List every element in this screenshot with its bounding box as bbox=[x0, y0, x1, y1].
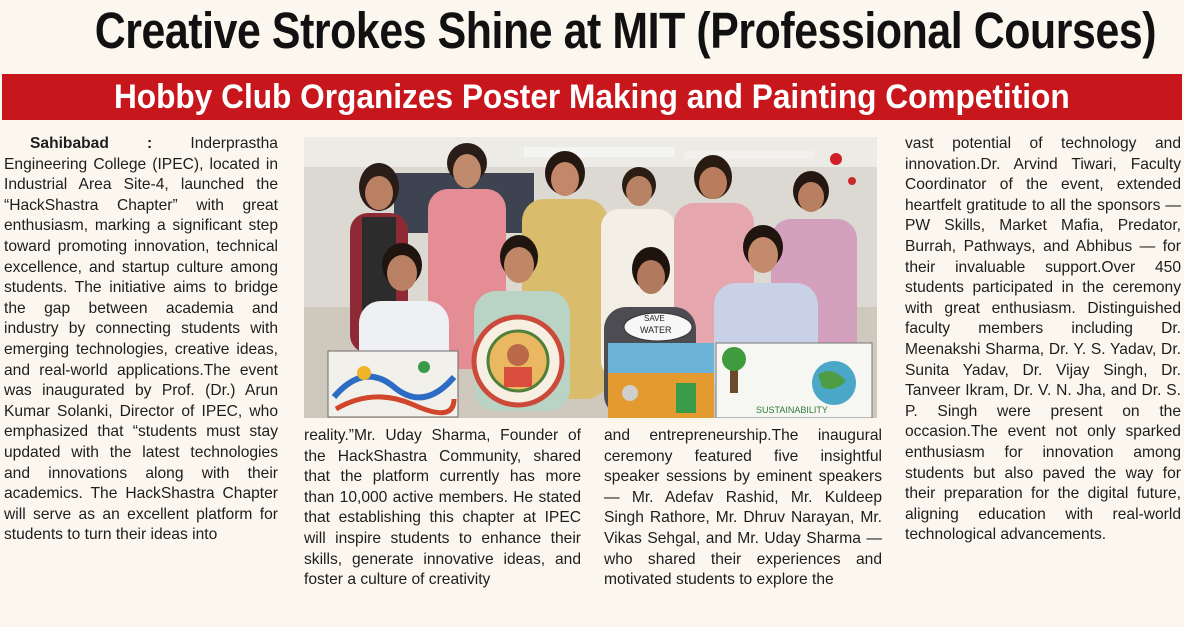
article-column-2: reality.”Mr. Uday Sharma, Founder of the HackShastra Community, shared that the platform currently has more than 10,000 active members. He stated that establishing this chapter at IPEC will inspire students to enhance their skills, generate innovative ideas, and foster a culture of creativity bbox=[304, 427, 581, 589]
subheadline: Hobby Club Organizes Poster Making and Painting Competition bbox=[114, 77, 1070, 116]
poster-text-sustainability: SUSTAINABILITY bbox=[756, 405, 828, 415]
article-column-1 bbox=[4, 134, 278, 546]
event-photo bbox=[304, 137, 877, 418]
poster-text-water: WATER bbox=[640, 325, 672, 335]
article-column-3: and entrepreneurship.The inaugural ceremony featured five insightful speaker sessions by eminent speakers — Mr. Adefav Rashid, Mr. Kuldeep Singh Rathore, Mr. Dhruv Narayan, Mr. Vikas Sehgal, and Mr. Uday Sharma — who shared their experiences and motivated students to explore the bbox=[604, 427, 882, 589]
subheadline-banner bbox=[2, 74, 1182, 120]
article-column-4: vast potential of technology and innovation.Dr. Arvind Tiwari, Faculty Coordinator of the event, extended heartfelt gratitude to all the sponsors — PW Skills, Market Mafia, Predator, Burrah, Pathways, and Abhibus — for their invaluable support.Over 450 students participated in the ceremony with great enthusiasm. Distinguished faculty members including Dr. Meenakshi Sharma, Dr. Y. S. Yadav, Dr. Sunita Yadav, Dr. Vijay Singh, Dr. Tanveer Ikram, Dr. V. N. Jha, and Dr. S. P. Singh were present on the occasion.The event not only sparked enthusiasm for innovation among students but also paved the way for their preparation for the digital future, aligning education with real-world technological advancements. bbox=[905, 135, 1181, 544]
poster-text-save: SAVE bbox=[644, 314, 665, 323]
event-photo-illustration bbox=[304, 137, 877, 418]
dateline: Sahibabad : bbox=[30, 135, 153, 152]
headline: Creative Strokes Shine at MIT (Professional Courses) bbox=[94, 2, 1157, 59]
article-text-1: Inderprastha Engineering College (IPEC), located in Industrial Area Site-4, launched the “HackShastra Chapter” with great enthusiasm, marking a significant step toward promoting innovation, technical excellence, and startup culture among students. The initiative aims to bridge the gap between academia and industry by connecting students with emerging technologies, creative ideas, and real-world applications.The event was inaugurated by Prof. (Dr.) Arun Kumar Solanki, Director of IPEC, who emphasized that “students must stay updated with the latest technologies and innovations along with their academics. The HackShastra Chapter will serve as an excellent platform for students to turn their ideas into bbox=[4, 135, 278, 544]
